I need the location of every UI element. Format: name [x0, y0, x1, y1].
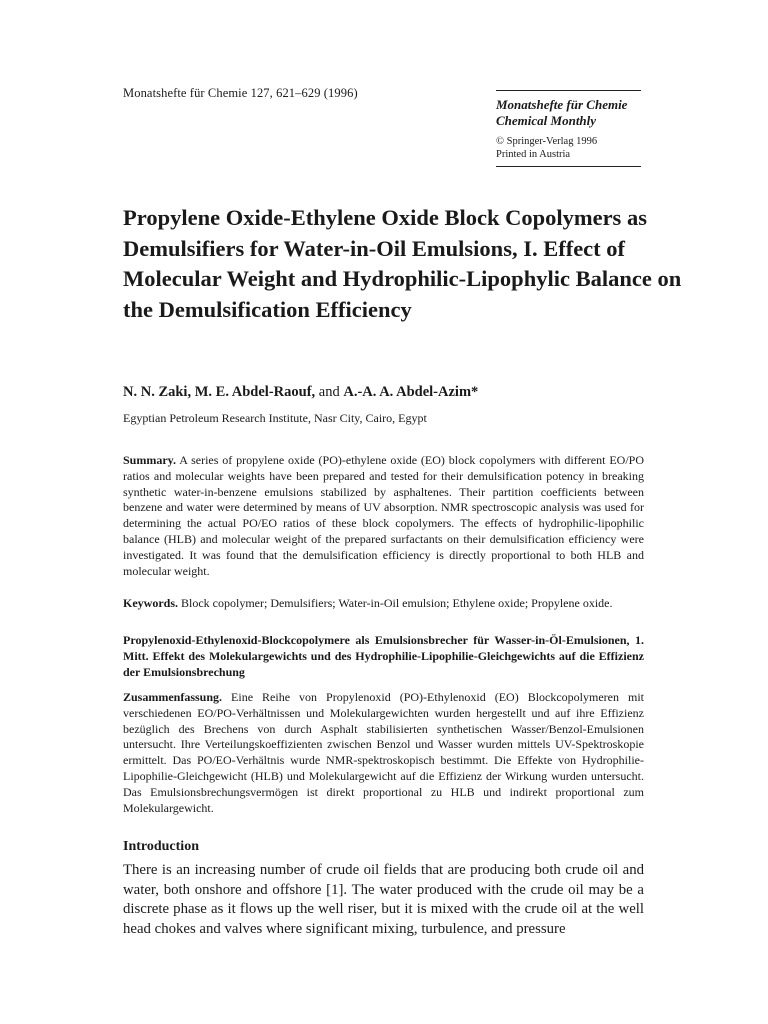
keywords-text: Block copolymer; Demulsifiers; Water-in-Oil emulsion; Ethylene oxide; Propylene oxide. — [181, 596, 613, 610]
introduction-text: There is an increasing number of crude oil fields that are producing both crude oil and water, both onshore and offshore [1]. The water produced with the crude oil may be a discrete phase as it flows up the well riser, but it is mixed with the crude oil at the well head chokes and valves where significant mixing, turbulence, and pressure — [123, 862, 644, 938]
author-line — [123, 384, 478, 401]
article-title: Propylene Oxide-Ethylene Oxide Block Copolymers as Demulsifiers for Water-in-Oil Emulsions, I. Effect of Molecular Weight and Hydrophilic-Lipophylic Balance on the Demulsification Efficiency — [123, 205, 682, 322]
printed-notice: Printed in Austria — [496, 149, 571, 160]
affiliation: Egyptian Petroleum Research Institute, Nasr City, Cairo, Egypt — [123, 411, 427, 425]
introduction-heading: Introduction — [123, 839, 199, 854]
keywords-label: Keywords. — [123, 596, 178, 610]
german-summary-paragraph — [123, 690, 644, 816]
journal-citation: Monatshefte für Chemie 127, 621–629 (1996) — [123, 86, 358, 100]
journal-name-german: Monatshefte für Chemie — [496, 97, 628, 112]
author-conjunction: and — [318, 384, 340, 400]
author-last: A.-A. A. Abdel-Azim* — [343, 384, 479, 400]
journal-name-english: Chemical Monthly — [496, 113, 597, 128]
german-title: Propylenoxid-Ethylenoxid-Blockcopolymere als Emulsionsbrecher für Wasser-in-Öl-Emulsionen, 1. Mitt. Effekt des Molekulargewichts und des Hydrophilie-Lipophilie-Gleichgewichts auf die Effizienz der Emulsionsbrechung — [123, 633, 644, 679]
summary-label: Summary. — [123, 453, 177, 467]
author-names: N. N. Zaki, M. E. Abdel-Raouf, — [123, 384, 316, 400]
german-summary-label: Zusammenfassung. — [123, 690, 223, 704]
keywords-paragraph — [123, 596, 644, 612]
copyright-notice: © Springer-Verlag 1996 — [496, 136, 598, 147]
summary-paragraph — [123, 453, 644, 579]
summary-text: A series of propylene oxide (PO)-ethylene oxide (EO) block copolymers with different EO/PO ratios and molecular weights have been prepared and tested for their demulsification potency in breaking synthetic water-in-benzene emulsions stabilized by asphaltenes. Their partition coefficients between benzene and water were determined by means of UV absorption. NMR spectroscopic analysis was used for determining the actual PO/EO ratios of these block copolymers. The effects of hydrophilic-lipophilic balance (HLB) and molecular weight of the prepared surfactants on their demulsification efficiency were investigated. It was found that the demulsification efficiency is directly proportional to both HLB and molecular weight. — [123, 453, 644, 578]
journal-masthead — [496, 90, 641, 167]
german-summary-text: Eine Reihe von Propylenoxid (PO)-Ethylenoxid (EO) Blockcopolymeren mit verschiedenen EO/PO-Verhältnissen und Molekulargewichten wurden hergestellt und auf ihre Effizienz bezüglich des Brechens von durch Asphalt stabilisierten synthetischen Wasser/Benzol-Emulsionen untersucht. Ihre Verteilungskoeffizienten zwischen Benzol und Wasser wurden mittels UV-Spektroskopie ermittelt. Das PO/EO-Verhältnis wurde NMR-spektroskopisch bestimmt. Die Effekte von Hydrophilie-Lipophilie-Gleichgewicht (HLB) und Molekulargewicht auf die Effizienz der Wirkung wurden untersucht. Das Emulsionsbrechungsvermögen ist direkt proportional zu HLB und indirekt proportional zum Molekulargewicht. — [123, 690, 645, 815]
